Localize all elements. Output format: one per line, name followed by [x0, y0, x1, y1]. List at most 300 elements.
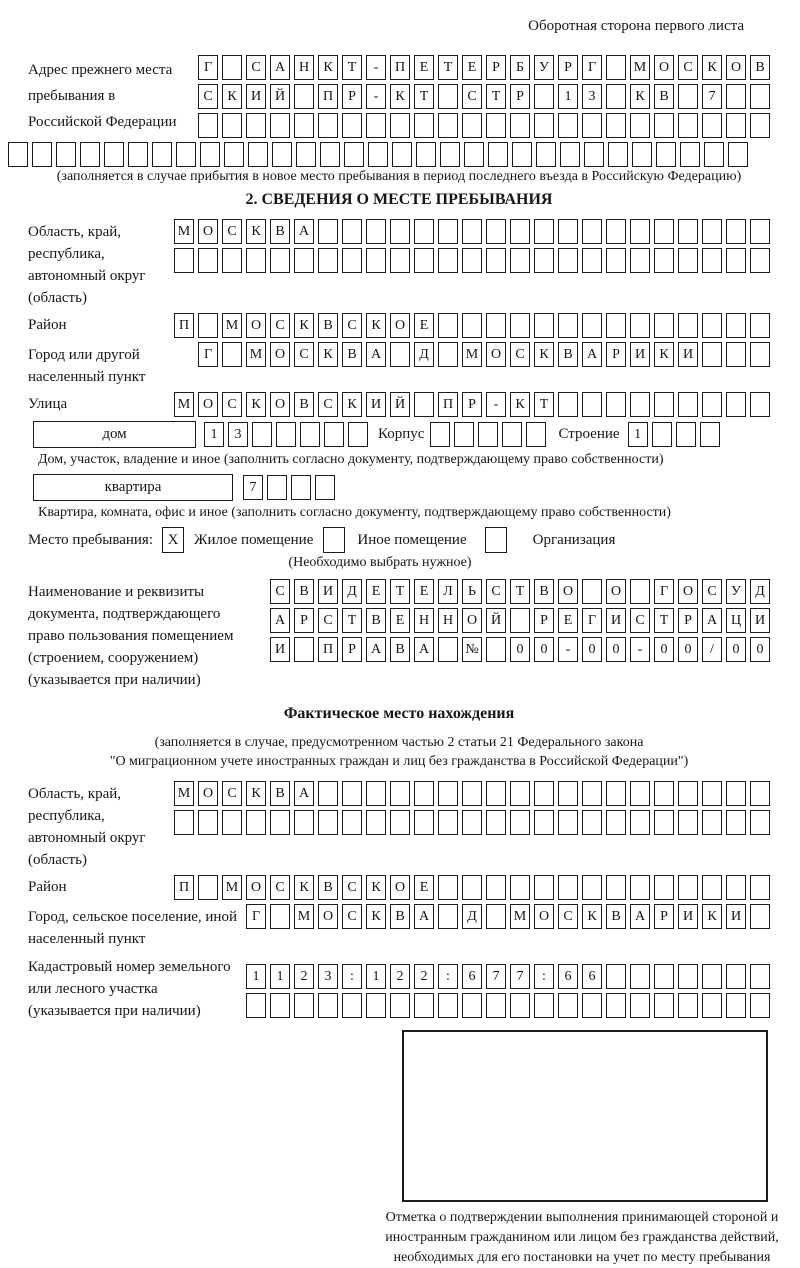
char-cell [342, 113, 362, 138]
char-cell: И [630, 342, 650, 367]
char-cell [726, 875, 746, 900]
char-cell [654, 964, 674, 989]
char-cell: : [342, 964, 362, 989]
char-cell: С [462, 84, 482, 109]
char-cell [582, 313, 602, 338]
stay-type-field [28, 527, 770, 553]
char-row [174, 392, 770, 417]
char-cell: Д [342, 579, 362, 604]
char-cell: Н [414, 608, 434, 633]
char-cell: И [678, 342, 698, 367]
cadastral-label: Кадастровый номер земельного или лесного участка (указывается при наличии) [28, 959, 231, 1019]
char-cell [656, 142, 676, 167]
stay-option-checkbox-other [323, 527, 345, 553]
char-cell [606, 113, 626, 138]
char-cell: 0 [654, 637, 674, 662]
char-cell: А [294, 781, 314, 806]
char-cell: В [342, 342, 362, 367]
char-cell [342, 248, 362, 273]
char-cell: Г [582, 608, 602, 633]
char-cell: 3 [582, 84, 602, 109]
char-cell: 7 [510, 964, 530, 989]
char-cell [582, 781, 602, 806]
char-cell [702, 993, 722, 1018]
char-cell: К [366, 904, 386, 929]
char-cell [678, 84, 698, 109]
stroenie-label: Строение [558, 426, 620, 442]
char-cell [632, 142, 652, 167]
char-cell: 6 [558, 964, 578, 989]
char-cell: Т [390, 579, 410, 604]
char-cell: О [390, 313, 410, 338]
char-cell [315, 475, 335, 500]
char-cell [390, 113, 410, 138]
char-cell [198, 248, 218, 273]
char-cell: Р [654, 904, 674, 929]
char-cell: К [702, 904, 722, 929]
char-cell: 1 [558, 84, 578, 109]
char-cell: К [702, 55, 722, 80]
char-cell [726, 84, 746, 109]
char-cell [534, 781, 554, 806]
char-cell [750, 810, 770, 835]
char-cell [678, 219, 698, 244]
char-cell [726, 810, 746, 835]
char-cell: С [198, 84, 218, 109]
char-cell [294, 113, 314, 138]
char-cell: В [558, 342, 578, 367]
char-cell: Р [678, 608, 698, 633]
char-cell [438, 781, 458, 806]
char-cell [678, 993, 698, 1018]
char-cell [294, 637, 314, 662]
char-cell [222, 55, 242, 80]
char-cell: Е [414, 579, 434, 604]
stay-option-label-organization: Организация [532, 531, 616, 548]
char-cell [344, 142, 364, 167]
char-cell [366, 993, 386, 1018]
char-cell [270, 113, 290, 138]
char-cell: П [438, 392, 458, 417]
char-cell [702, 810, 722, 835]
char-cell [726, 964, 746, 989]
char-cell [558, 113, 578, 138]
char-cell: 7 [243, 475, 263, 500]
char-cell [558, 219, 578, 244]
char-cell: О [246, 875, 266, 900]
char-cell: Д [462, 904, 482, 929]
korpus-label: Корпус [378, 426, 425, 442]
char-cell [534, 248, 554, 273]
char-cell: С [342, 313, 362, 338]
char-cell [318, 993, 338, 1018]
char-cell: К [366, 875, 386, 900]
char-cell [414, 993, 434, 1018]
region-field [28, 219, 770, 309]
char-cell [8, 142, 28, 167]
char-row [198, 113, 770, 138]
house-type-box: дом [33, 421, 196, 448]
char-cell: 0 [510, 637, 530, 662]
char-cell [270, 993, 290, 1018]
char-cell [464, 142, 484, 167]
char-cell [534, 84, 554, 109]
char-cell: А [630, 904, 650, 929]
char-cell [320, 142, 340, 167]
char-cell: Т [414, 84, 434, 109]
char-cell [222, 248, 242, 273]
char-cell [654, 219, 674, 244]
char-cell [392, 142, 412, 167]
char-cell [198, 313, 218, 338]
char-cell [678, 248, 698, 273]
char-cell: - [366, 55, 386, 80]
char-cell [462, 248, 482, 273]
char-cell: А [270, 55, 290, 80]
char-cell: К [342, 392, 362, 417]
char-cell: А [414, 904, 434, 929]
char-cell [750, 904, 770, 929]
char-cell: В [366, 608, 386, 633]
char-cell: К [390, 84, 410, 109]
char-cell [606, 993, 626, 1018]
char-cell [534, 219, 554, 244]
char-cell [486, 993, 506, 1018]
actual-city-label: Город, сельское поселение, иной населенный пункт [28, 909, 237, 947]
char-cell [700, 422, 720, 447]
char-row [174, 781, 770, 806]
char-cell [702, 342, 722, 367]
char-cell [606, 781, 626, 806]
char-cell [652, 422, 672, 447]
char-cell [510, 113, 530, 138]
char-cell [750, 313, 770, 338]
char-cell [630, 875, 650, 900]
char-cell [486, 248, 506, 273]
char-cell [486, 875, 506, 900]
char-cell [222, 113, 242, 138]
apartment-caption: Квартира, комната, офис и иное (заполнить согласно документу, подтверждающему право собственности) [38, 505, 671, 520]
actual-district-label: Район [28, 879, 67, 895]
char-cell [630, 219, 650, 244]
char-cell [440, 142, 460, 167]
char-cell [526, 422, 546, 447]
char-cell [430, 422, 450, 447]
char-cell: П [174, 313, 194, 338]
char-cell [462, 219, 482, 244]
char-cell [272, 142, 292, 167]
char-cell [246, 113, 266, 138]
char-cell: Д [750, 579, 770, 604]
char-cell: А [702, 608, 722, 633]
char-cell [246, 248, 266, 273]
char-cell [462, 781, 482, 806]
char-cell: М [222, 875, 242, 900]
city-label: Город или другой населенный пункт [28, 347, 146, 385]
char-cell: О [270, 342, 290, 367]
char-cell [252, 422, 272, 447]
char-cell [606, 392, 626, 417]
char-cell [416, 142, 436, 167]
char-cell [510, 781, 530, 806]
char-cell: П [390, 55, 410, 80]
char-cell: Г [246, 904, 266, 929]
char-cell [270, 810, 290, 835]
char-cell [680, 142, 700, 167]
char-cell [630, 781, 650, 806]
char-cell [558, 810, 578, 835]
char-cell: Т [342, 55, 362, 80]
char-cell [486, 637, 506, 662]
char-cell [654, 875, 674, 900]
char-cell: П [318, 84, 338, 109]
char-cell [512, 142, 532, 167]
char-cell [246, 810, 266, 835]
actual-location-title: Фактическое место нахождения [283, 705, 515, 722]
char-cell [654, 781, 674, 806]
char-cell [294, 248, 314, 273]
char-row [243, 475, 335, 500]
char-cell: С [342, 875, 362, 900]
char-cell: С [702, 579, 722, 604]
char-cell: 0 [582, 637, 602, 662]
char-cell: С [270, 313, 290, 338]
char-cell [248, 142, 268, 167]
char-cell [534, 113, 554, 138]
char-cell: 6 [462, 964, 482, 989]
char-cell: 1 [204, 422, 224, 447]
char-cell [174, 248, 194, 273]
char-cell [342, 993, 362, 1018]
char-cell [606, 810, 626, 835]
char-cell [534, 875, 554, 900]
char-cell [606, 313, 626, 338]
char-cell: Р [486, 55, 506, 80]
char-cell [702, 248, 722, 273]
char-cell: Е [390, 608, 410, 633]
char-cell: И [318, 579, 338, 604]
char-cell: В [270, 781, 290, 806]
char-cell [534, 993, 554, 1018]
char-cell [296, 142, 316, 167]
char-cell: Е [558, 608, 578, 633]
page-header: Оборотная сторона первого листа [528, 18, 744, 34]
char-cell: К [294, 313, 314, 338]
char-cell [318, 219, 338, 244]
char-cell [630, 392, 650, 417]
char-cell [438, 637, 458, 662]
actual-city-field [28, 904, 770, 950]
char-cell: С [246, 55, 266, 80]
char-cell [606, 219, 626, 244]
char-cell: О [198, 392, 218, 417]
char-cell: К [318, 55, 338, 80]
stamp-box [402, 1030, 768, 1202]
char-cell [486, 113, 506, 138]
char-cell: К [510, 392, 530, 417]
char-cell: 3 [228, 422, 248, 447]
char-cell [56, 142, 76, 167]
house-caption: Дом, участок, владение и иное (заполнить согласно документу, подтверждающему право собственности) [38, 452, 664, 467]
char-cell [702, 964, 722, 989]
document-label: Наименование и реквизиты документа, подтверждающего право пользования помещением (строением, сооружением) (указывается при наличии) [28, 584, 234, 688]
char-cell: Т [654, 608, 674, 633]
char-cell: Р [342, 637, 362, 662]
char-cell: : [534, 964, 554, 989]
char-cell [510, 993, 530, 1018]
char-cell [582, 392, 602, 417]
char-cell [390, 781, 410, 806]
char-cell: М [630, 55, 650, 80]
char-cell: К [534, 342, 554, 367]
char-cell [510, 875, 530, 900]
char-cell: В [294, 392, 314, 417]
char-cell: В [390, 904, 410, 929]
char-cell [678, 964, 698, 989]
char-cell: О [678, 579, 698, 604]
char-cell [510, 313, 530, 338]
char-cell: Р [510, 84, 530, 109]
char-cell [582, 219, 602, 244]
char-cell [750, 248, 770, 273]
char-cell: 0 [750, 637, 770, 662]
char-cell: Н [438, 608, 458, 633]
char-cell: 1 [628, 422, 648, 447]
char-cell [318, 113, 338, 138]
char-cell [270, 248, 290, 273]
char-cell [750, 219, 770, 244]
char-cell: С [342, 904, 362, 929]
char-cell: В [534, 579, 554, 604]
char-cell [726, 993, 746, 1018]
apartment-type-box: квартира [33, 474, 233, 501]
char-cell [702, 781, 722, 806]
char-cell [488, 142, 508, 167]
char-cell [750, 113, 770, 138]
char-cell [486, 904, 506, 929]
char-cell: Т [438, 55, 458, 80]
char-cell [678, 313, 698, 338]
char-cell: М [222, 313, 242, 338]
char-cell: Р [462, 392, 482, 417]
char-cell [654, 810, 674, 835]
char-cell: О [462, 608, 482, 633]
char-cell: У [534, 55, 554, 80]
street-label: Улица [28, 396, 68, 412]
char-cell [726, 313, 746, 338]
street-field [28, 392, 770, 417]
char-cell [582, 579, 602, 604]
char-cell: Г [198, 342, 218, 367]
char-cell: М [246, 342, 266, 367]
char-row [270, 637, 770, 662]
char-cell: И [366, 392, 386, 417]
char-cell [750, 392, 770, 417]
char-cell: Т [510, 579, 530, 604]
prev-address-note: (заполняется в случае прибытия в новое место пребывания в период последнего въезда в Российскую Федерацию) [56, 169, 742, 184]
prev-address-label: Адрес прежнего места пребывания в Российской Федерации [28, 62, 177, 130]
char-cell [534, 810, 554, 835]
char-cell: А [294, 219, 314, 244]
char-cell [414, 113, 434, 138]
char-cell: С [222, 219, 242, 244]
char-cell [104, 142, 124, 167]
char-cell: С [510, 342, 530, 367]
char-cell [318, 248, 338, 273]
char-cell: В [750, 55, 770, 80]
char-cell: Г [582, 55, 602, 80]
char-cell [462, 313, 482, 338]
char-cell: С [222, 781, 242, 806]
char-row [174, 810, 770, 835]
stay-option-label-residential: Жилое помещение [194, 531, 314, 548]
char-cell: О [726, 55, 746, 80]
char-cell [222, 810, 242, 835]
char-cell: О [654, 55, 674, 80]
char-cell [558, 392, 578, 417]
char-cell: Й [390, 392, 410, 417]
char-cell [390, 993, 410, 1018]
char-cell: А [366, 637, 386, 662]
city-field [28, 342, 770, 388]
char-cell [267, 475, 287, 500]
char-cell [80, 142, 100, 167]
char-cell: И [270, 637, 290, 662]
char-cell [366, 113, 386, 138]
char-cell: 2 [414, 964, 434, 989]
char-cell: К [294, 875, 314, 900]
char-cell [630, 993, 650, 1018]
char-cell [32, 142, 52, 167]
char-cell: Л [438, 579, 458, 604]
char-cell: О [558, 579, 578, 604]
char-cell: 7 [486, 964, 506, 989]
char-cell: 1 [366, 964, 386, 989]
char-cell [582, 113, 602, 138]
char-cell [200, 142, 220, 167]
char-cell [654, 248, 674, 273]
district-field [28, 313, 770, 338]
char-cell: К [246, 392, 266, 417]
char-cell [222, 342, 242, 367]
char-cell: 0 [606, 637, 626, 662]
char-cell: - [630, 637, 650, 662]
char-cell [702, 313, 722, 338]
char-row [246, 904, 770, 929]
char-cell [726, 113, 746, 138]
char-cell [324, 422, 344, 447]
char-cell [291, 475, 311, 500]
char-cell: / [702, 637, 722, 662]
prev-address-rows [198, 55, 770, 138]
char-cell: Е [414, 55, 434, 80]
char-cell [198, 875, 218, 900]
char-cell [558, 313, 578, 338]
char-cell [366, 219, 386, 244]
char-cell: С [294, 342, 314, 367]
char-cell: Н [294, 55, 314, 80]
char-cell [390, 248, 410, 273]
char-cell: 0 [534, 637, 554, 662]
char-cell [462, 875, 482, 900]
char-cell [462, 993, 482, 1018]
char-cell: С [630, 608, 650, 633]
char-cell [726, 248, 746, 273]
stay-option-checkbox-organization [485, 527, 507, 553]
char-cell [676, 422, 696, 447]
char-cell [176, 142, 196, 167]
char-cell: И [726, 904, 746, 929]
